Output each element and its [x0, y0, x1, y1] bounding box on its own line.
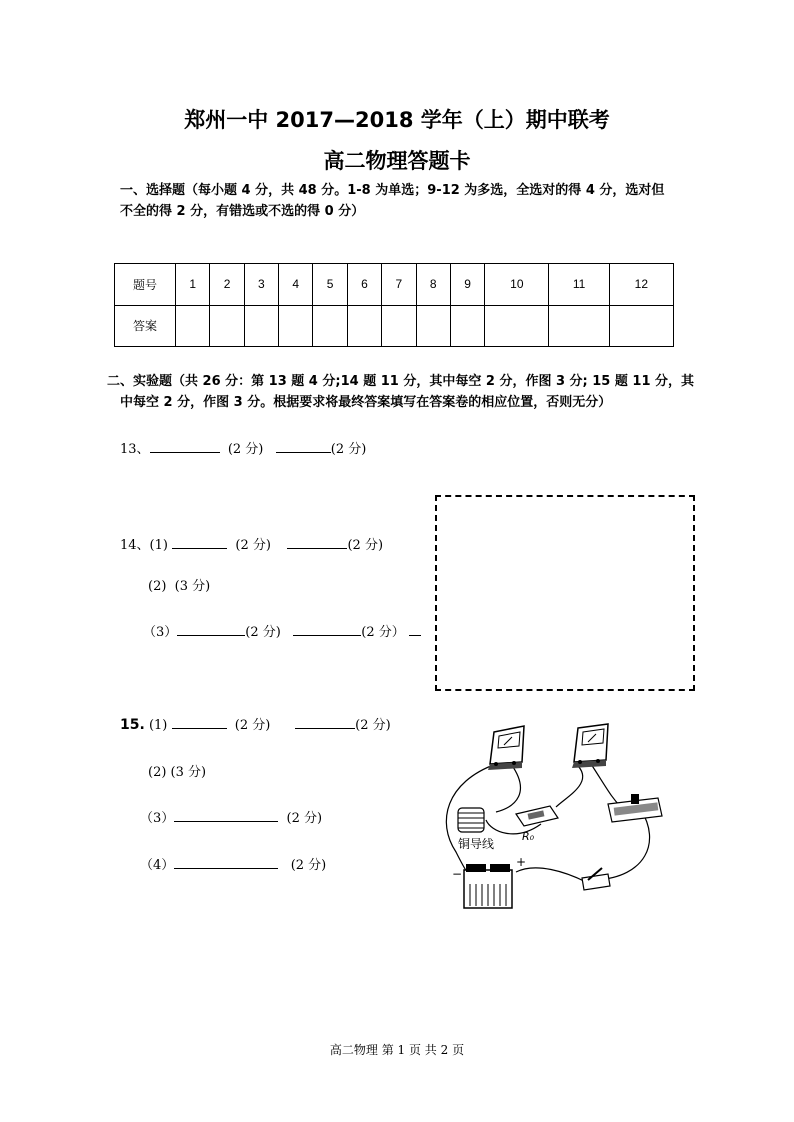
answer-cell[interactable] [382, 305, 416, 347]
q14-line-1 [120, 534, 383, 553]
section2-heading [107, 371, 694, 413]
answer-cell[interactable] [416, 305, 450, 347]
row-label-number: 题号 [115, 264, 176, 306]
answer-cell[interactable] [210, 305, 244, 347]
page-subtitle: 高二物理答题卡 [323, 149, 471, 173]
q14-part1-label: (1) [149, 538, 168, 553]
q14-part1-points-1: (2 分) [235, 538, 271, 553]
question-number-cell: 10 [485, 264, 549, 306]
q15-part1-label: (1) [148, 718, 168, 733]
question-number-cell: 7 [382, 264, 416, 306]
q13-number: 13、 [120, 442, 150, 457]
page-footer: 高二物理 第 1 页 共 2 页 [329, 1043, 465, 1057]
answer-cell[interactable] [176, 305, 210, 347]
q14-part3-points-1: (2 分) [245, 625, 281, 640]
page-title: 郑州一中 2017—2018 学年（上）期中联考 [184, 108, 610, 132]
wire [556, 764, 583, 807]
coil-icon [458, 808, 484, 832]
answer-cell[interactable] [609, 305, 673, 347]
question-number-cell: 1 [176, 264, 210, 306]
answer-cell[interactable] [279, 305, 313, 347]
q15-part1-points-1: (2 分) [234, 718, 271, 733]
q14-part3-points-2: (2 分） [361, 625, 405, 640]
answer-cell[interactable] [313, 305, 347, 347]
r0-label: R₀ [522, 830, 535, 843]
circuit-diagram [436, 712, 676, 922]
q15-line-4 [140, 854, 326, 873]
q15-number: 15. [120, 717, 145, 733]
answer-table-answer-row [115, 305, 674, 347]
q13-blank-2[interactable] [276, 438, 331, 453]
answer-cell[interactable] [450, 305, 484, 347]
wire [496, 764, 520, 812]
q14-line-3 [143, 621, 421, 640]
q14-part3-blank-3[interactable] [409, 621, 421, 636]
q15-line-3 [140, 807, 322, 826]
answer-table-number-row [115, 264, 674, 306]
q13-blank-1[interactable] [150, 438, 220, 453]
drawing-box[interactable] [435, 495, 695, 691]
q15-part4-label: （4） [140, 858, 175, 873]
section2-heading-line1: 二、实验题（共 26 分：第 13 题 4 分;14 题 11 分，其中每空 2 分，作图 3 分; 15 题 11 分，其 [107, 374, 695, 389]
q15-part1-blank-2[interactable] [295, 714, 355, 729]
question-number-cell: 9 [450, 264, 484, 306]
q15-part3-label: （3） [140, 811, 175, 826]
q14-part2: (2) (3 分) [148, 579, 211, 594]
q15-part1-blank-1[interactable] [172, 714, 227, 729]
answer-cell[interactable] [244, 305, 278, 347]
q13-line [120, 438, 366, 457]
q14-part1-points-2: (2 分) [347, 538, 384, 553]
q14-part1-blank-1[interactable] [172, 534, 227, 549]
switch-icon [582, 868, 610, 890]
question-number-cell: 6 [347, 264, 381, 306]
section1-heading-line2: 不全的得 2 分，有错选或不选的得 0 分） [120, 204, 365, 219]
answer-table [114, 263, 674, 347]
battery-icon [464, 864, 512, 908]
q14-number: 14、 [120, 538, 150, 553]
q15-part3-points: (2 分) [286, 811, 323, 826]
meter-icon [488, 726, 524, 770]
wire [516, 868, 586, 882]
question-number-cell: 4 [279, 264, 313, 306]
wire-label: 铜导线 [458, 837, 495, 851]
q13-points-1: (2 分) [227, 442, 264, 457]
plus-label: + [516, 855, 527, 869]
question-number-cell: 3 [244, 264, 278, 306]
row-label-answer: 答案 [115, 305, 176, 347]
resistor-icon [516, 806, 558, 826]
meter-icon [572, 724, 608, 768]
wire [591, 764, 621, 807]
answer-cell[interactable] [347, 305, 381, 347]
q14-part3-label: （3） [143, 625, 178, 640]
q13-points-2: (2 分) [330, 442, 367, 457]
q15-part4-blank[interactable] [174, 854, 278, 869]
q14-part3-blank-2[interactable] [293, 621, 361, 636]
q15-line-1 [120, 714, 391, 733]
q15-part3-blank[interactable] [174, 807, 278, 822]
section2-heading-line2: 中每空 2 分，作图 3 分。根据要求将最终答案填写在答案卷的相应位置，否则无分） [120, 395, 612, 410]
answer-cell[interactable] [485, 305, 549, 347]
q14-part3-blank-1[interactable] [177, 621, 245, 636]
question-number-cell: 12 [609, 264, 673, 306]
minus-label: − [452, 867, 463, 881]
rheostat-icon [608, 794, 662, 822]
question-number-cell: 8 [416, 264, 450, 306]
question-number-cell: 2 [210, 264, 244, 306]
q15-part4-points: (2 分) [290, 858, 327, 873]
answer-cell[interactable] [549, 305, 609, 347]
q15-part1-points-2: (2 分) [355, 718, 391, 733]
section1-heading [120, 180, 664, 222]
question-number-cell: 5 [313, 264, 347, 306]
section1-heading-line1: 一、选择题（每小题 4 分，共 48 分。1-8 为单选；9-12 为多选，全选对的得 4 分，选对但 [120, 183, 665, 198]
q14-part1-blank-2[interactable] [287, 534, 347, 549]
question-number-cell: 11 [549, 264, 609, 306]
q15-part2: (2) (3 分) [148, 765, 207, 780]
